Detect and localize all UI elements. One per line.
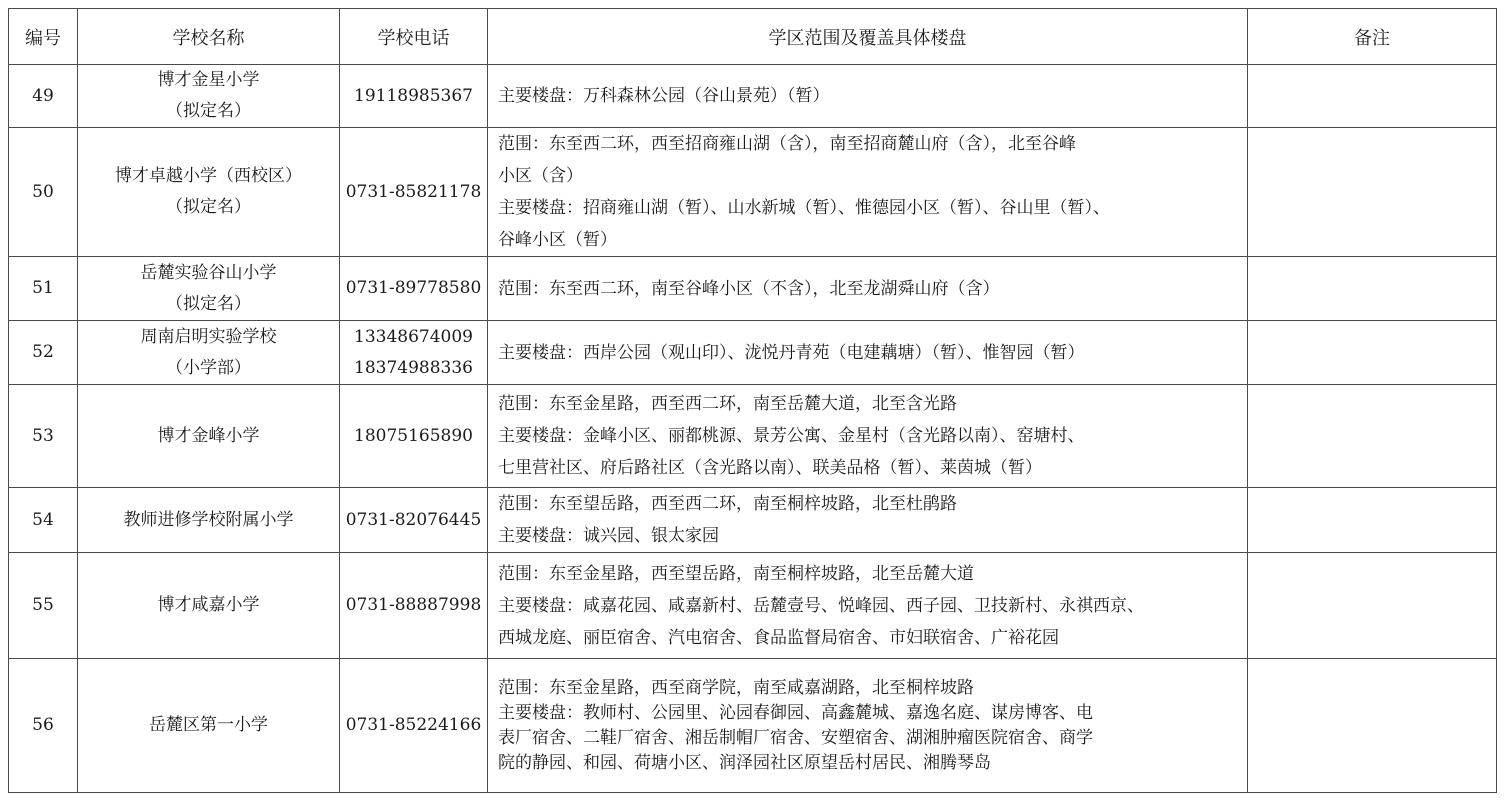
table-row — [9, 257, 1497, 321]
school-district-table — [8, 8, 1497, 793]
range-line: 院的静园、和园、荷塘小区、润泽园社区原望岳村居民、湘腾琴岛 — [498, 752, 991, 773]
district-range — [488, 321, 1248, 385]
district-range — [488, 257, 1248, 321]
header-range: 学区范围及覆盖具体楼盘 — [488, 9, 1248, 65]
note-cell — [1248, 659, 1497, 793]
school-name — [78, 257, 340, 321]
district-range — [488, 488, 1248, 553]
school-name — [78, 659, 340, 793]
note-cell — [1248, 385, 1497, 488]
district-range — [488, 553, 1248, 659]
header-school: 学校名称 — [78, 9, 340, 65]
range-line: 小区（含） — [498, 166, 583, 186]
table-row — [9, 553, 1497, 659]
range-line: 主要楼盘：招商雍山湖（暂）、山水新城（暂）、惟德园小区（暂）、谷山里（暂）、 — [498, 198, 1110, 218]
school-name-line: 博才卓越小学（西校区） — [115, 166, 302, 186]
phone-line: 13348674009 — [354, 326, 473, 347]
note-cell — [1248, 257, 1497, 321]
school-name-line: 教师进修学校附属小学 — [123, 509, 294, 530]
school-phone — [340, 257, 488, 321]
header-row — [9, 9, 1497, 65]
table-row — [9, 488, 1497, 553]
note-cell — [1248, 553, 1497, 659]
range-line: 范围：东至西二环，南至谷峰小区（不含），北至龙湖舜山府（含） — [498, 278, 1000, 299]
range-line: 主要楼盘：西岸公园（观山印）、泷悦丹青苑（电建藕塘）（暂）、惟智园（暂） — [498, 342, 1085, 363]
school-name-line: （拟定名） — [166, 293, 251, 314]
phone-line: 19118985367 — [354, 85, 473, 106]
range-line: 范围：东至金星路，西至商学院，南至咸嘉湖路，北至桐梓坡路 — [498, 677, 974, 698]
phone-line: 18374988336 — [354, 357, 473, 378]
phone-line: 0731-82076445 — [345, 509, 482, 530]
header-number: 编号 — [9, 9, 78, 65]
school-name-line: 岳麓实验谷山小学 — [140, 262, 277, 283]
range-line: 主要楼盘：万科森林公园（谷山景苑）（暂） — [498, 86, 830, 106]
phone-line: 18075165890 — [354, 425, 473, 446]
row-number: 50 — [9, 128, 78, 257]
district-range — [488, 65, 1248, 128]
header-phone: 学校电话 — [340, 9, 488, 65]
range-line: 表厂宿舍、二鞋厂宿舍、湘岳制帽厂宿舍、安塑宿舍、湖湘肿瘤医院宿舍、商学 — [498, 727, 1093, 748]
range-line: 主要楼盘：教师村、公园里、沁园春御园、高鑫麓城、嘉逸名庭、谋房博客、电 — [498, 702, 1093, 723]
school-name-line: 博才金星小学 — [157, 70, 260, 90]
note-cell — [1248, 65, 1497, 128]
range-line: 七里营社区、府后路社区（含光路以南）、联美品格（暂）、莱茵城（暂） — [498, 458, 1042, 478]
row-number: 53 — [9, 385, 78, 488]
row-number: 52 — [9, 321, 78, 385]
school-phone — [340, 659, 488, 793]
note-cell — [1248, 128, 1497, 257]
table-row — [9, 385, 1497, 488]
range-line: 谷峰小区（暂） — [498, 230, 617, 250]
district-range — [488, 128, 1248, 257]
note-cell — [1248, 488, 1497, 553]
school-name-line: （小学部） — [166, 357, 251, 378]
range-line: 主要楼盘：金峰小区、丽都桃源、景芳公寓、金星村（含光路以南）、窑塘村、 — [498, 426, 1085, 446]
table-row — [9, 65, 1497, 128]
school-name-line: 博才咸嘉小学 — [157, 595, 260, 615]
range-line: 主要楼盘：咸嘉花园、咸嘉新村、岳麓壹号、悦峰园、西子园、卫技新村、永祺西京、 — [498, 595, 1144, 616]
school-phone — [340, 553, 488, 659]
range-line: 范围：东至西二环，西至招商雍山湖（含），南至招商麓山府（含），北至谷峰 — [498, 134, 1076, 154]
phone-line: 0731-85821178 — [345, 181, 482, 202]
school-name — [78, 65, 340, 128]
table-row — [9, 659, 1497, 793]
school-phone — [340, 385, 488, 488]
school-phone — [340, 321, 488, 385]
range-line: 范围：东至望岳路，西至西二环，南至桐梓坡路，北至杜鹃路 — [498, 494, 957, 514]
row-number: 56 — [9, 659, 78, 793]
school-name — [78, 385, 340, 488]
school-phone — [340, 128, 488, 257]
school-name — [78, 553, 340, 659]
phone-line: 0731-89778580 — [345, 278, 482, 298]
school-phone — [340, 65, 488, 128]
note-cell — [1248, 321, 1497, 385]
range-line: 西城龙庭、丽臣宿舍、汽电宿舍、食品监督局宿舍、市妇联宿舍、广裕花园 — [498, 627, 1059, 648]
school-name — [78, 488, 340, 553]
school-name — [78, 128, 340, 257]
table-row — [9, 128, 1497, 257]
range-line: 范围：东至金星路，西至西二环，南至岳麓大道，北至含光路 — [498, 394, 957, 414]
school-name-line: （拟定名） — [166, 197, 251, 217]
school-name — [78, 321, 340, 385]
row-number: 54 — [9, 488, 78, 553]
district-range — [488, 385, 1248, 488]
school-name-line: 周南启明实验学校 — [140, 326, 277, 347]
row-number: 49 — [9, 65, 78, 128]
row-number: 55 — [9, 553, 78, 659]
school-name-line: 岳麓区第一小学 — [149, 715, 268, 735]
table-row — [9, 321, 1497, 385]
range-line: 主要楼盘：诚兴园、银太家园 — [498, 526, 719, 546]
range-line: 范围：东至金星路，西至望岳路，南至桐梓坡路，北至岳麓大道 — [498, 563, 974, 584]
school-phone — [340, 488, 488, 553]
row-number: 51 — [9, 257, 78, 321]
district-range — [488, 659, 1248, 793]
phone-line: 0731-88887998 — [345, 595, 482, 615]
school-name-line: （拟定名） — [166, 101, 251, 121]
school-name-line: 博才金峰小学 — [157, 425, 260, 446]
header-note: 备注 — [1248, 9, 1497, 65]
phone-line: 0731-85224166 — [345, 715, 482, 735]
